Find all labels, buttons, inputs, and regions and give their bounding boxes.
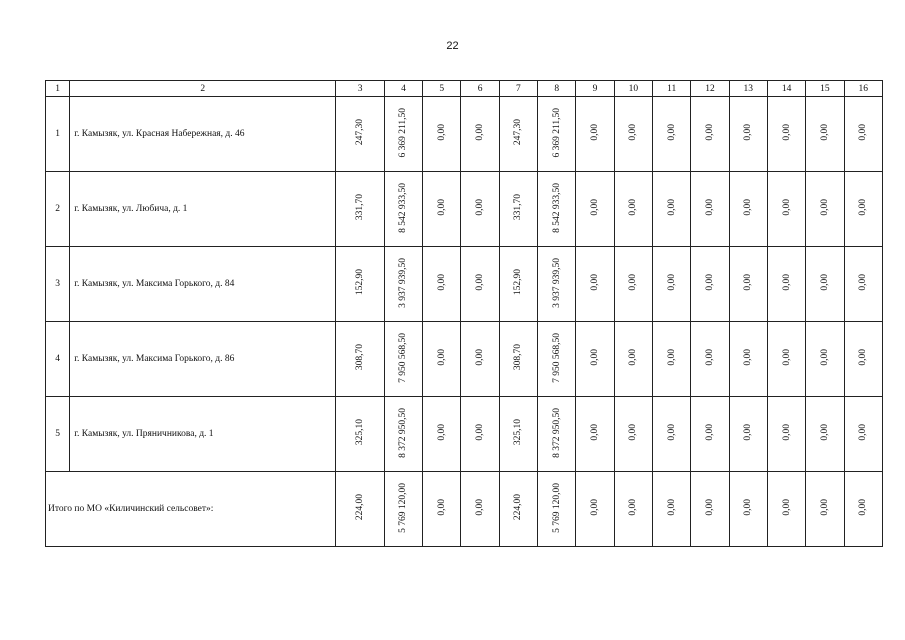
column-header: 7 — [499, 81, 537, 97]
value-cell — [729, 172, 767, 247]
value-cell — [499, 472, 537, 547]
address-cell: г. Камызяк, ул. Любича, д. 1 — [70, 172, 336, 247]
value-text: 0,00 — [666, 199, 677, 216]
value-text: 0,00 — [858, 424, 869, 441]
column-header: 11 — [652, 81, 690, 97]
table-row — [46, 247, 883, 322]
column-header: 3 — [336, 81, 384, 97]
value-cell — [461, 97, 499, 172]
value-cell — [336, 97, 384, 172]
value-cell — [384, 97, 422, 172]
value-cell — [384, 397, 422, 472]
value-text: 0,00 — [436, 424, 447, 441]
value-text: 152,90 — [513, 269, 524, 296]
value-cell — [384, 172, 422, 247]
value-cell — [844, 322, 882, 397]
value-text: 331,70 — [355, 194, 366, 221]
value-cell — [423, 397, 461, 472]
value-text: 0,00 — [743, 199, 754, 216]
value-text: 0,00 — [628, 424, 639, 441]
value-cell — [767, 397, 805, 472]
value-text: 0,00 — [628, 349, 639, 366]
table-row — [46, 172, 883, 247]
value-text: 247,30 — [355, 119, 366, 146]
value-cell — [336, 247, 384, 322]
value-text: 0,00 — [628, 199, 639, 216]
value-text: 0,00 — [743, 349, 754, 366]
value-cell — [767, 472, 805, 547]
value-cell — [691, 247, 729, 322]
value-cell — [614, 472, 652, 547]
value-text: 3 937 939,50 — [398, 257, 409, 308]
value-cell — [423, 172, 461, 247]
value-cell — [384, 322, 422, 397]
value-cell — [336, 322, 384, 397]
value-text: 0,00 — [666, 274, 677, 291]
value-text: 0,00 — [704, 424, 715, 441]
column-header: 13 — [729, 81, 767, 97]
value-cell — [844, 97, 882, 172]
value-text: 0,00 — [858, 199, 869, 216]
column-header: 5 — [423, 81, 461, 97]
value-cell — [423, 97, 461, 172]
value-cell — [538, 322, 576, 397]
value-text: 0,00 — [704, 349, 715, 366]
value-cell — [461, 322, 499, 397]
value-text: 5 769 120,00 — [551, 482, 562, 533]
value-text: 0,00 — [819, 124, 830, 141]
value-cell — [652, 322, 690, 397]
value-text: 331,70 — [513, 194, 524, 221]
value-text: 0,00 — [436, 499, 447, 516]
page-number: 22 — [446, 40, 459, 52]
value-text: 6 369 211,50 — [551, 107, 562, 158]
row-number: 1 — [46, 97, 70, 172]
column-header: 12 — [691, 81, 729, 97]
value-text: 308,70 — [355, 344, 366, 371]
column-header: 14 — [767, 81, 805, 97]
value-cell — [729, 472, 767, 547]
value-cell — [499, 172, 537, 247]
value-text: 0,00 — [819, 199, 830, 216]
value-cell — [499, 247, 537, 322]
value-cell — [576, 397, 614, 472]
value-text: 0,00 — [704, 274, 715, 291]
column-header: 8 — [538, 81, 576, 97]
value-cell — [336, 397, 384, 472]
value-cell — [691, 472, 729, 547]
address-cell: г. Камызяк, ул. Красная Набережная, д. 46 — [70, 97, 336, 172]
value-text: 0,00 — [781, 199, 792, 216]
value-text: 0,00 — [666, 124, 677, 141]
value-cell — [336, 172, 384, 247]
value-cell — [576, 172, 614, 247]
value-text: 0,00 — [475, 424, 486, 441]
value-cell — [614, 322, 652, 397]
value-text: 0,00 — [436, 349, 447, 366]
value-text: 0,00 — [781, 124, 792, 141]
value-text: 0,00 — [819, 349, 830, 366]
row-number: 5 — [46, 397, 70, 472]
value-text: 7 950 568,50 — [551, 332, 562, 383]
value-text: 0,00 — [590, 349, 601, 366]
value-text: 3 937 939,50 — [551, 257, 562, 308]
value-text: 8 372 950,50 — [398, 407, 409, 458]
value-text: 0,00 — [858, 499, 869, 516]
value-text: 0,00 — [628, 274, 639, 291]
value-cell — [806, 472, 844, 547]
value-text: 152,90 — [355, 269, 366, 296]
value-cell — [614, 397, 652, 472]
value-text: 5 769 120,00 — [398, 482, 409, 533]
value-text: 0,00 — [666, 349, 677, 366]
value-cell — [652, 472, 690, 547]
value-cell — [806, 397, 844, 472]
value-text: 0,00 — [781, 499, 792, 516]
column-header: 16 — [844, 81, 882, 97]
value-text: 0,00 — [743, 499, 754, 516]
value-text: 0,00 — [781, 349, 792, 366]
value-cell — [538, 97, 576, 172]
value-cell — [538, 247, 576, 322]
value-text: 0,00 — [590, 424, 601, 441]
value-cell — [423, 322, 461, 397]
value-cell — [652, 247, 690, 322]
value-text: 0,00 — [436, 199, 447, 216]
value-cell — [691, 397, 729, 472]
value-text: 0,00 — [743, 124, 754, 141]
value-cell — [499, 322, 537, 397]
value-text: 8 372 950,50 — [551, 407, 562, 458]
value-text: 0,00 — [819, 274, 830, 291]
value-cell — [384, 472, 422, 547]
value-text: 0,00 — [590, 124, 601, 141]
value-text: 0,00 — [743, 274, 754, 291]
value-cell — [614, 247, 652, 322]
column-header: 1 — [46, 81, 70, 97]
row-number: 2 — [46, 172, 70, 247]
value-cell — [614, 172, 652, 247]
value-text: 0,00 — [475, 499, 486, 516]
table-body — [46, 81, 883, 547]
value-cell — [499, 397, 537, 472]
value-cell — [614, 97, 652, 172]
column-header: 4 — [384, 81, 422, 97]
registry-table — [45, 80, 883, 547]
value-cell — [691, 97, 729, 172]
value-text: 0,00 — [704, 499, 715, 516]
value-cell — [461, 247, 499, 322]
value-cell — [844, 472, 882, 547]
value-cell — [538, 472, 576, 547]
value-cell — [576, 322, 614, 397]
column-header: 15 — [806, 81, 844, 97]
value-cell — [652, 397, 690, 472]
value-text: 0,00 — [628, 499, 639, 516]
value-cell — [806, 247, 844, 322]
value-cell — [729, 97, 767, 172]
value-text: 0,00 — [781, 424, 792, 441]
column-header: 9 — [576, 81, 614, 97]
value-text: 8 542 933,50 — [551, 182, 562, 233]
value-cell — [576, 472, 614, 547]
value-cell — [576, 97, 614, 172]
value-cell — [538, 172, 576, 247]
value-cell — [806, 172, 844, 247]
value-cell — [336, 472, 384, 547]
value-text: 0,00 — [436, 124, 447, 141]
value-text: 0,00 — [475, 124, 486, 141]
value-cell — [384, 247, 422, 322]
value-text: 0,00 — [666, 499, 677, 516]
value-cell — [691, 322, 729, 397]
value-text: 0,00 — [858, 124, 869, 141]
value-cell — [423, 472, 461, 547]
value-text: 224,00 — [355, 494, 366, 521]
table-row — [46, 397, 883, 472]
column-header: 2 — [70, 81, 336, 97]
value-text: 0,00 — [666, 424, 677, 441]
header-row — [46, 81, 883, 97]
value-text: 0,00 — [436, 274, 447, 291]
value-cell — [461, 172, 499, 247]
value-cell — [844, 397, 882, 472]
value-cell — [461, 397, 499, 472]
value-text: 0,00 — [704, 124, 715, 141]
value-cell — [767, 247, 805, 322]
value-cell — [844, 247, 882, 322]
total-row — [46, 472, 883, 547]
value-cell — [538, 397, 576, 472]
value-text: 0,00 — [858, 274, 869, 291]
value-text: 0,00 — [590, 274, 601, 291]
address-cell: г. Камызяк, ул. Максима Горького, д. 84 — [70, 247, 336, 322]
value-cell — [423, 247, 461, 322]
value-cell — [844, 172, 882, 247]
value-text: 0,00 — [819, 424, 830, 441]
value-text: 6 369 211,50 — [398, 107, 409, 158]
address-cell: г. Камызяк, ул. Максима Горького, д. 86 — [70, 322, 336, 397]
value-text: 0,00 — [628, 124, 639, 141]
value-cell — [806, 97, 844, 172]
table-row — [46, 97, 883, 172]
value-text: 308,70 — [513, 344, 524, 371]
value-text: 0,00 — [743, 424, 754, 441]
value-text: 0,00 — [475, 349, 486, 366]
value-text: 325,10 — [513, 419, 524, 446]
row-number: 4 — [46, 322, 70, 397]
value-cell — [729, 322, 767, 397]
value-text: 247,30 — [513, 119, 524, 146]
table-row — [46, 322, 883, 397]
column-header: 10 — [614, 81, 652, 97]
value-cell — [652, 97, 690, 172]
value-text: 7 950 568,50 — [398, 332, 409, 383]
value-cell — [767, 172, 805, 247]
value-text: 8 542 933,50 — [398, 182, 409, 233]
value-text: 0,00 — [858, 349, 869, 366]
value-text: 224,00 — [513, 494, 524, 521]
value-text: 0,00 — [590, 199, 601, 216]
value-text: 0,00 — [819, 499, 830, 516]
column-header: 6 — [461, 81, 499, 97]
value-cell — [806, 322, 844, 397]
total-label: Итого по МО «Киличинский сельсовет»: — [46, 472, 336, 547]
row-number: 3 — [46, 247, 70, 322]
value-text: 0,00 — [704, 199, 715, 216]
value-text: 325,10 — [355, 419, 366, 446]
value-cell — [691, 172, 729, 247]
value-cell — [576, 247, 614, 322]
address-cell: г. Камызяк, ул. Пряничникова, д. 1 — [70, 397, 336, 472]
value-cell — [652, 172, 690, 247]
value-cell — [461, 472, 499, 547]
value-cell — [729, 247, 767, 322]
value-cell — [729, 397, 767, 472]
value-cell — [767, 97, 805, 172]
value-text: 0,00 — [475, 199, 486, 216]
value-text: 0,00 — [475, 274, 486, 291]
value-cell — [499, 97, 537, 172]
value-text: 0,00 — [781, 274, 792, 291]
value-text: 0,00 — [590, 499, 601, 516]
value-cell — [767, 322, 805, 397]
